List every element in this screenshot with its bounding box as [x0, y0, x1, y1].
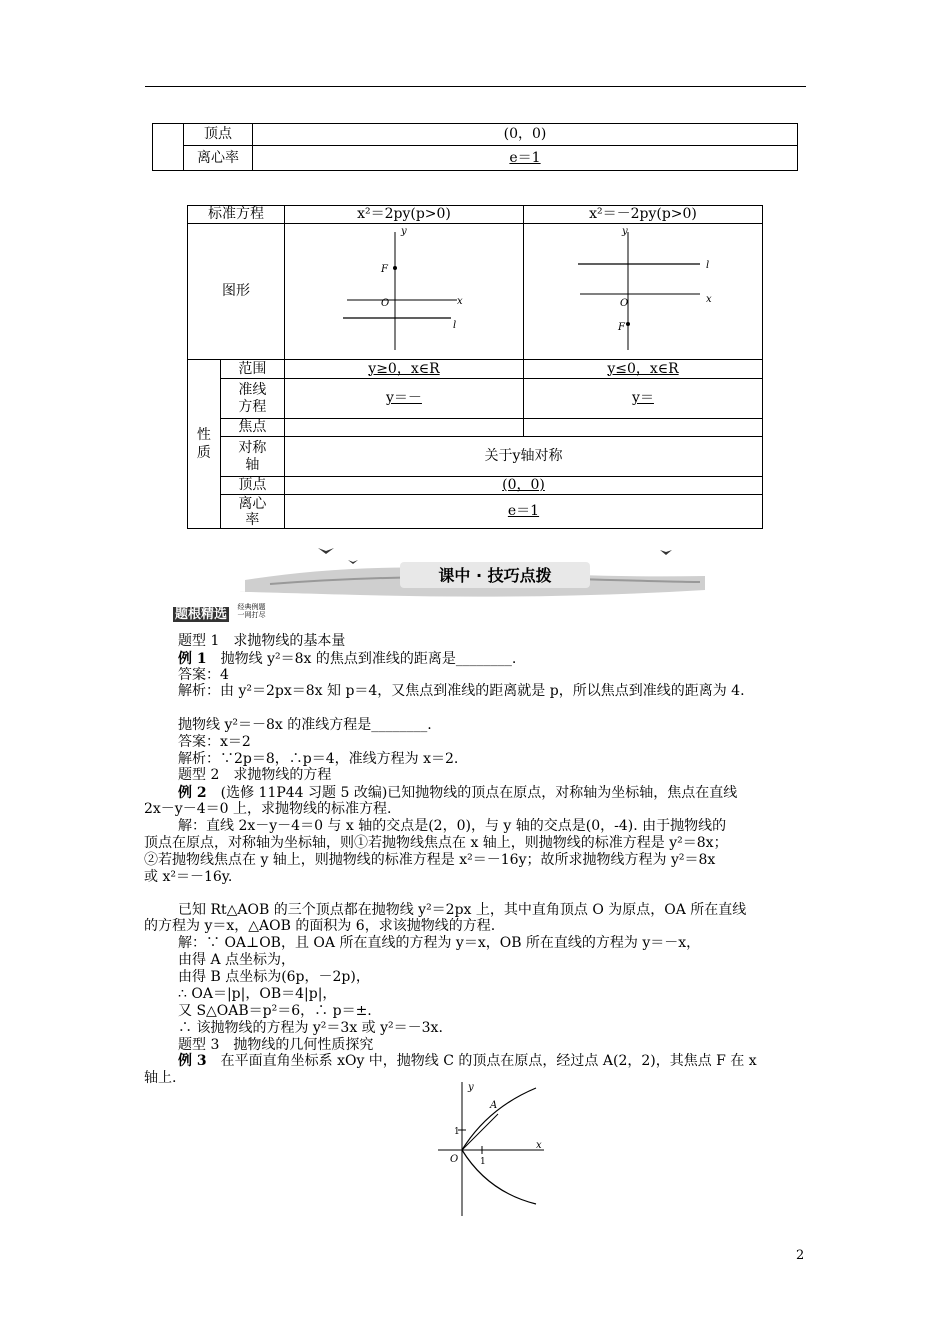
parabola-table	[187, 205, 763, 529]
empty-cell	[153, 124, 184, 171]
section-2-title: 题型 2 求抛物线的方程	[178, 767, 332, 783]
properties-table-top	[152, 123, 798, 171]
section-tag	[173, 603, 265, 625]
solution-3-l5: 又 S△OAB＝p²＝6，∴ p＝±.	[178, 1003, 372, 1019]
bird-icon	[660, 550, 672, 555]
solution-2-l1: 解：直线 2x－y－4＝0 与 x 轴的交点是(2，0)，与 y 轴的交点是(0，-4). 由于抛物线的	[178, 818, 727, 834]
properties-label: 性质	[188, 360, 221, 529]
eccentricity-label: 离心率	[184, 146, 253, 171]
solution-3-l2: 由得 A 点坐标为，	[178, 952, 296, 968]
fig-origin-label: O	[450, 1154, 459, 1165]
x-label: x	[705, 294, 712, 305]
focus-point	[626, 322, 630, 326]
solution-3-l4: ∴ OA＝|p|，OB＝4|p|，	[178, 986, 337, 1002]
vertex-label: 顶点	[184, 124, 253, 146]
tag-sub1: 经典例题	[237, 603, 266, 611]
solution-3-l1: 解：∵ OA⊥OB，且 OA 所在直线的方程为 y＝x，OB 所在直线的方程为 y＝－x，	[178, 935, 701, 951]
fig-one-x: 1	[480, 1157, 486, 1167]
symmetry-value: 关于y轴对称	[284, 437, 762, 477]
segment-oa	[462, 1114, 498, 1150]
symmetry-label: 对称轴	[238, 439, 267, 473]
graph-downward	[524, 224, 762, 354]
directrix-label: l	[452, 320, 457, 331]
tag-sub2: 一网打尽	[237, 611, 266, 619]
origin-label: O	[380, 298, 390, 309]
analysis-1: 解析：由 y²＝2px＝8x 知 p＝4，又焦点到准线的距离就是 p，所以焦点到准线的距离为 4.	[178, 683, 745, 699]
fig-point-a: A	[490, 1100, 498, 1111]
bird-icon	[318, 548, 334, 554]
solution-3-l3: 由得 B 点坐标为(6p，－2p)，	[178, 969, 370, 985]
bird-icon	[348, 560, 358, 564]
focus-point	[393, 266, 397, 270]
exercise-2-l2: 的方程为 y＝x，△AOB 的面积为 6，求该抛物线的方程.	[144, 918, 496, 934]
focus-label: F	[617, 322, 625, 333]
solution-2-l3: ②若抛物线焦点在 y 轴上，则抛物线的标准方程是 x²＝－16y；故所求抛物线方程为 y²＝8x	[144, 852, 716, 868]
analysis-2: 解析：∵2p＝8，∴p＝4，准线方程为 x＝2.	[178, 751, 459, 767]
focus-row-label: 焦点	[220, 419, 284, 437]
example-2-cont: 2x－y－4＝0 上，求抛物线的标准方程.	[144, 801, 392, 817]
range-label: 范围	[220, 360, 284, 379]
example-2: 例 2 (选修 11P44 习题 5 改编)已知抛物线的顶点在原点，对称轴为坐标轴，焦点在直线	[178, 785, 738, 801]
header-rule	[145, 86, 806, 87]
example-3-cont: 轴上.	[144, 1070, 177, 1086]
y-label: y	[621, 226, 628, 237]
example-3-figure	[432, 1078, 552, 1218]
section-banner	[240, 540, 710, 602]
fig-one-y: 1	[454, 1127, 460, 1137]
vertex-row-value: (0，0)	[502, 477, 545, 493]
solution-2-l2: 顶点在原点，对称轴为坐标轴，则①若抛物线焦点在 x 轴上，则抛物线的标准方程是 y²＝8x；	[144, 835, 728, 851]
answer-1: 答案：4	[178, 667, 229, 683]
std-eq-label: 标准方程	[188, 206, 285, 224]
tag-main: 题根精选	[175, 607, 228, 622]
page-number: 2	[796, 1248, 805, 1263]
range-col2: y≤0，x∈R	[607, 360, 679, 377]
solution-2-l4: 或 x²＝－16y.	[144, 869, 233, 885]
focus-col1	[284, 419, 523, 437]
parabola-curve	[462, 1088, 536, 1204]
example-1: 例 1 抛物线 y²＝8x 的焦点到准线的距离是________.	[178, 651, 517, 667]
eccentricity-value: e＝1	[509, 149, 541, 166]
answer-2: 答案：x＝2	[178, 734, 251, 750]
ecc-row-value: e＝1	[507, 503, 540, 519]
y-label: y	[400, 226, 407, 237]
exercise-1: 抛物线 y²＝－8x 的准线方程是________.	[178, 717, 432, 733]
banner-title: 课中 · 技巧点拨	[438, 566, 552, 585]
origin-label: O	[619, 298, 629, 309]
range-col1: y≥0，x∈R	[368, 360, 440, 377]
directrix-label: l	[705, 260, 710, 271]
std-eq-col2: x²＝－2py(p>0)	[523, 206, 762, 224]
solution-3-l6: ∴ 该抛物线的方程为 y²＝3x 或 y²＝－3x.	[178, 1020, 443, 1036]
directrix-col1: y＝－	[386, 390, 422, 406]
directrix-col2: y＝	[632, 390, 654, 406]
graph-upward	[285, 224, 523, 354]
focus-label: F	[380, 264, 388, 275]
ecc-row-label: 离心率	[238, 495, 267, 528]
x-label: x	[456, 296, 463, 307]
fig-x-label: x	[536, 1140, 542, 1151]
exercise-2-l1: 已知 Rt△AOB 的三个顶点都在抛物线 y²＝2px 上，其中直角顶点 O 为原点，OA 所在直线	[178, 902, 747, 918]
fig-y-label: y	[468, 1082, 474, 1093]
vertex-row-label: 顶点	[220, 477, 284, 495]
section-3-title: 题型 3 抛物线的几何性质探究	[178, 1037, 374, 1053]
directrix-eq-label: 准线方程	[238, 381, 267, 415]
section-1-title: 题型 1 求抛物线的基本量	[178, 633, 346, 649]
example-3: 例 3 在平面直角坐标系 xOy 中，抛物线 C 的顶点在原点，经过点 A(2，2)，其焦点 F 在 x	[178, 1053, 757, 1069]
std-eq-col1: x²＝2py(p>0)	[284, 206, 523, 224]
focus-col2	[523, 419, 762, 437]
graph-label: 图形	[188, 224, 285, 360]
vertex-value: (0，0)	[253, 124, 798, 146]
